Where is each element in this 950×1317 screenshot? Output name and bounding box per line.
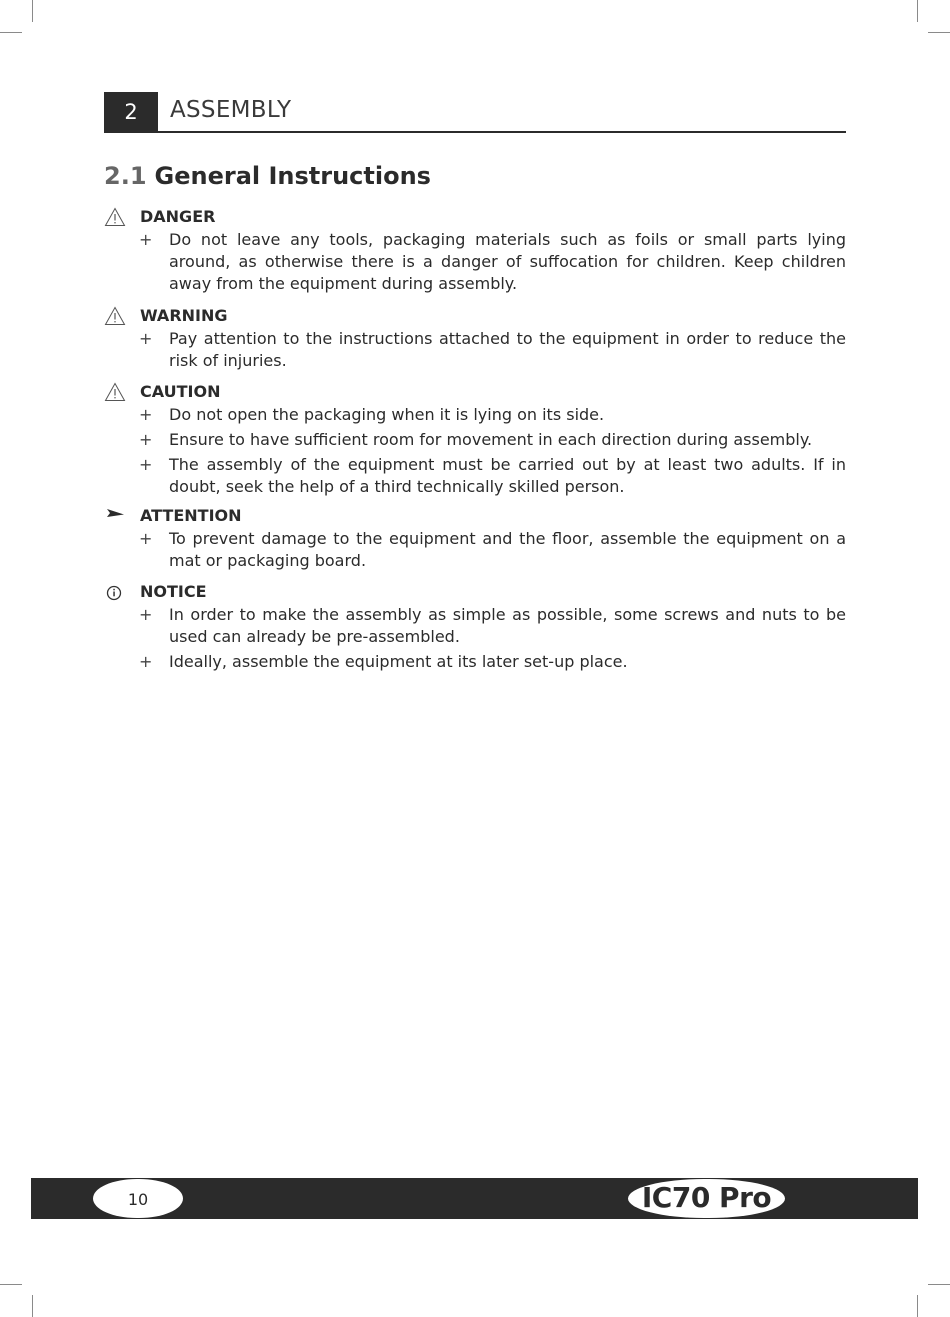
list-item: + Do not open the packaging when it is lying on its side. (139, 405, 605, 424)
crop-mark (928, 1284, 950, 1285)
crop-mark (32, 1295, 33, 1317)
arrow-pointer-icon (104, 506, 128, 527)
crop-mark (0, 32, 22, 33)
page-number: 10 (127, 1190, 149, 1209)
list-item: + Do not leave any tools, packaging materials such as foils or small parts lying around, as otherwise there is a danger of suffocation for children. Keep children away from the equipment during assembly. (139, 230, 846, 293)
list-item: + Ensure to have sufficient room for movement in each direction during assembly. (139, 430, 813, 449)
info-circle-icon (104, 582, 128, 603)
list-item: + Pay attention to the instructions attached to the equipment in order to reduce the risk of injuries. (139, 329, 846, 370)
danger-block (104, 207, 846, 295)
chapter-title: ASSEMBLY (170, 97, 292, 123)
chapter-header (104, 92, 846, 133)
crop-mark (917, 1295, 918, 1317)
crop-mark (32, 0, 33, 22)
crop-mark (917, 0, 918, 22)
notice-label: NOTICE (140, 582, 207, 601)
chapter-number: 2 (104, 92, 158, 131)
list-item: + In order to make the assembly as simple as possible, some screws and nuts to be used can already be pre-assembled. (139, 605, 846, 646)
warning-block (104, 306, 846, 372)
attention-block (104, 506, 846, 572)
crop-mark (0, 1284, 22, 1285)
warning-triangle-icon (104, 382, 128, 403)
list-item: + Ideally, assemble the equipment at its later set-up place. (139, 652, 628, 671)
caution-label: CAUTION (140, 382, 221, 401)
chapter-rule (104, 131, 846, 133)
product-name: IC70 Pro (641, 1181, 772, 1214)
section-title (104, 162, 431, 190)
warning-triangle-icon (104, 306, 128, 327)
notice-block (104, 582, 846, 673)
crop-mark (928, 32, 950, 33)
warning-triangle-icon (104, 207, 128, 228)
warning-label: WARNING (140, 306, 228, 325)
danger-label: DANGER (140, 207, 216, 226)
list-item: + The assembly of the equipment must be carried out by at least two adults. If in doubt, seek the help of a third technically skilled person. (139, 455, 846, 496)
section-number: 2.1 (104, 162, 147, 190)
caution-block (104, 382, 846, 498)
section-heading: General Instructions (154, 162, 431, 190)
list-item: + To prevent damage to the equipment and the floor, assemble the equipment on a mat or packaging board. (139, 529, 846, 570)
attention-label: ATTENTION (140, 506, 242, 525)
